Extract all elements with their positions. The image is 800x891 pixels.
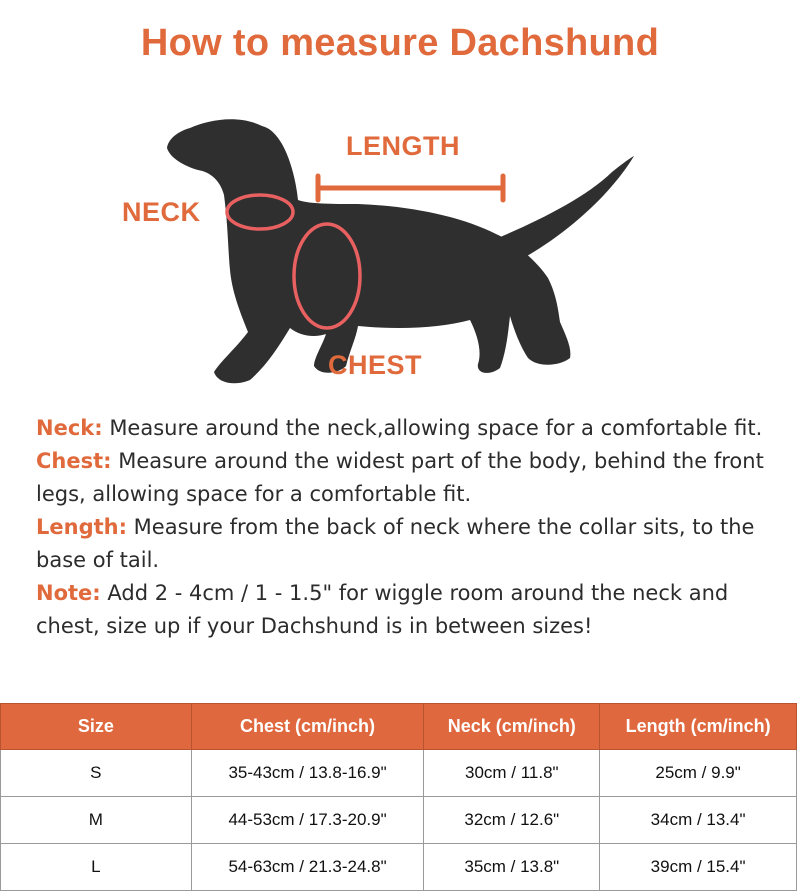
table-row bbox=[1, 844, 797, 891]
instruction-term: Note: bbox=[36, 581, 101, 605]
cell-size: L bbox=[1, 844, 192, 891]
cell-neck: 35cm / 13.8" bbox=[424, 844, 600, 891]
cell-chest: 54-63cm / 21.3-24.8" bbox=[191, 844, 424, 891]
cell-chest: 35-43cm / 13.8-16.9" bbox=[191, 750, 424, 797]
cell-neck: 30cm / 11.8" bbox=[424, 750, 600, 797]
cell-length: 25cm / 9.9" bbox=[600, 750, 797, 797]
cell-size: M bbox=[1, 797, 192, 844]
chest-instruction bbox=[36, 445, 781, 511]
note-instruction bbox=[36, 577, 781, 643]
length-instruction bbox=[36, 511, 781, 577]
size-chart-table bbox=[0, 703, 797, 891]
instruction-term: Length: bbox=[36, 515, 127, 539]
instruction-text: Measure from the back of neck where the collar sits, to the base of tail. bbox=[36, 515, 755, 572]
cell-chest: 44-53cm / 17.3-20.9" bbox=[191, 797, 424, 844]
instruction-text: Add 2 - 4cm / 1 - 1.5" for wiggle room around the neck and chest, size up if your Dachshund is in between sizes! bbox=[36, 581, 729, 638]
length-label: LENGTH bbox=[346, 131, 460, 161]
header-neck: Neck (cm/inch) bbox=[424, 704, 600, 750]
table-header-row bbox=[1, 704, 797, 750]
header-size: Size bbox=[1, 704, 192, 750]
instruction-term: Neck: bbox=[36, 416, 103, 440]
instruction-term: Chest: bbox=[36, 449, 112, 473]
instruction-text: Measure around the widest part of the body, behind the front legs, allowing space for a comfortable fit. bbox=[36, 449, 764, 506]
neck-instruction bbox=[36, 412, 781, 445]
neck-label: NECK bbox=[122, 197, 201, 227]
page-title: How to measure Dachshund bbox=[140, 22, 660, 64]
dachshund-diagram bbox=[0, 100, 800, 400]
table-row bbox=[1, 750, 797, 797]
instruction-text: Measure around the neck,allowing space for a comfortable fit. bbox=[102, 416, 763, 440]
chest-label: CHEST bbox=[328, 350, 423, 380]
table-row bbox=[1, 797, 797, 844]
cell-size: S bbox=[1, 750, 192, 797]
length-measure-bar bbox=[318, 176, 503, 200]
header-chest: Chest (cm/inch) bbox=[191, 704, 424, 750]
header-length: Length (cm/inch) bbox=[600, 704, 797, 750]
measurement-instructions bbox=[36, 412, 781, 643]
cell-length: 34cm / 13.4" bbox=[600, 797, 797, 844]
cell-length: 39cm / 15.4" bbox=[600, 844, 797, 891]
cell-neck: 32cm / 12.6" bbox=[424, 797, 600, 844]
